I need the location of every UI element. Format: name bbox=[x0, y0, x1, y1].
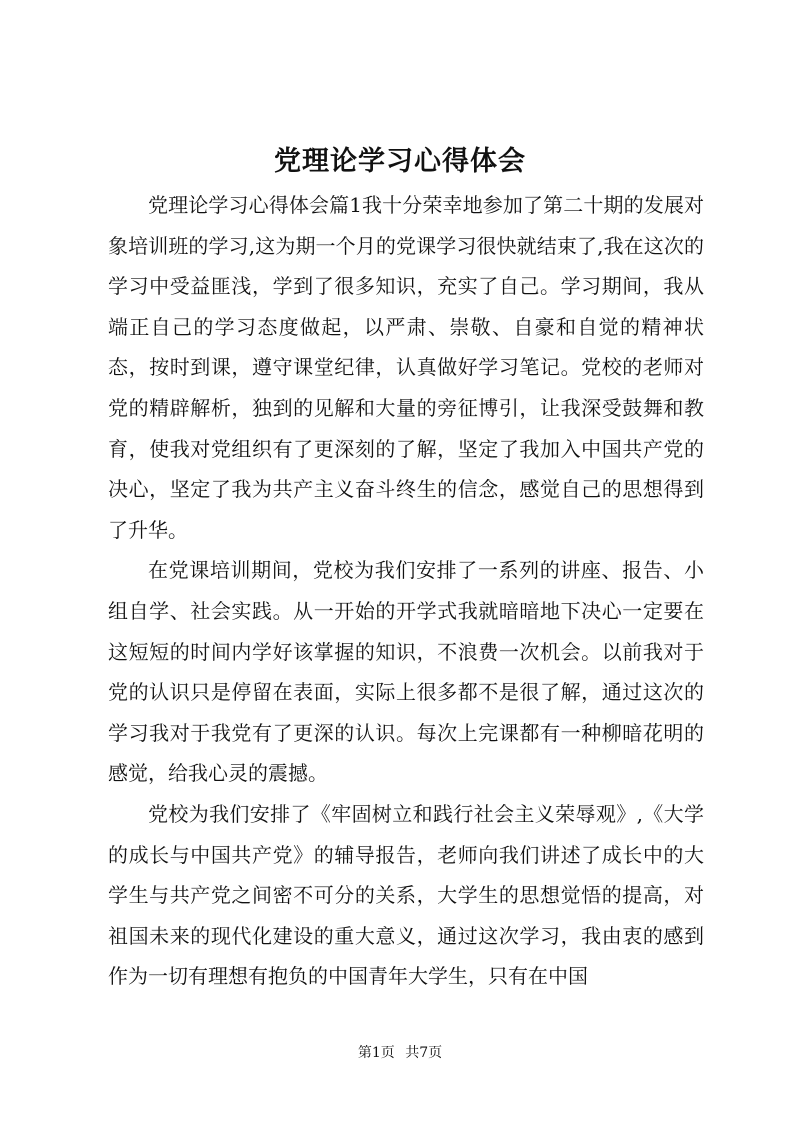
paragraph-1: 党理论学习心得体会篇1我十分荣幸地参加了第二十期的发展对象培训班的学习,这为期一个月的党课学习很快就结束了,我在这次的学习中受益匪浅，学到了很多知识，充实了自己。学习期间，我从端正自己的学习态度做起，以严肃、崇敬、自豪和自觉的精神状态，按时到课，遵守课堂纪律，认真做好学习笔记。党校的老师对党的精辟解析，独到的见解和大量的旁征博引，让我深受鼓舞和教育，使我对党组织有了更深刻的了解，坚定了我加入中国共产党的决心，坚定了我为共产主义奋斗终生的信念，感觉自己的思想得到了升华。 bbox=[108, 193, 704, 542]
document-body bbox=[108, 185, 704, 997]
page-footer bbox=[0, 1043, 800, 1063]
paragraph-2: 在党课培训期间，党校为我们安排了一系列的讲座、报告、小组自学、社会实践。从一开始的开学式我就暗暗地下决心一定要在这短短的时间内学好该掌握的知识，不浪费一次机会。以前我对于党的认识只是停留在表面，实际上很多都不是很了解，通过这次的学习我对于我党有了更深的认识。每次上完课都有一种柳暗花明的感觉，给我心灵的震撼。 bbox=[108, 558, 704, 786]
page-number: 第1页 bbox=[357, 1045, 395, 1061]
paragraph-3: 党校为我们安排了《牢固树立和践行社会主义荣辱观》,《大学的成长与中国共产党》的辅导报告，老师向我们讲述了成长中的大学生与共产党之间密不可分的关系，大学生的思想觉悟的提高，对祖国未来的现代化建设的重大意义，通过这次学习，我由衷的感到作为一切有理想有抱负的中国青年大学生，只有在中国 bbox=[108, 801, 704, 989]
page-total: 共7页 bbox=[405, 1045, 443, 1061]
document-title: 党理论学习心得体会 bbox=[274, 146, 526, 177]
